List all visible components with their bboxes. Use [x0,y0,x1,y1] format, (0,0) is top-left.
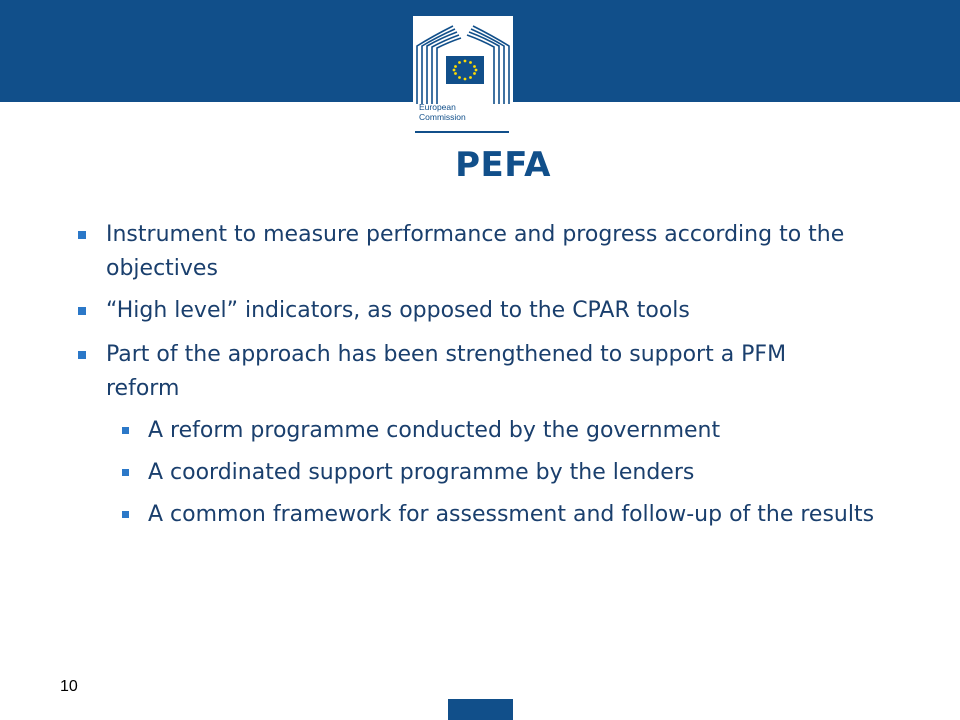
sub-bullet-text: A common framework for assessment and follow-up of the results [148,502,875,527]
square-bullet-icon [78,307,86,315]
sub-bullet-item [148,456,928,490]
square-bullet-icon [78,351,86,359]
square-bullet-icon [122,511,129,518]
slide-title: PEFA [455,145,551,185]
square-bullet-icon [122,427,129,434]
logo-underline [415,131,509,133]
bullet-text: Instrument to measure performance and progress according to the objectives [106,222,845,281]
sub-bullet-text: A coordinated support programme by the lenders [148,460,695,485]
footer-block [448,699,513,720]
european-commission-logo-icon [413,16,513,106]
bullet-text: Part of the approach has been strengthened to support a PFM reform [106,342,787,401]
square-bullet-icon [78,231,86,239]
bullet-item [106,218,866,286]
bullet-item [106,294,906,328]
sub-bullet-item [148,414,928,448]
sub-bullet-item [148,498,908,532]
bullet-item [106,338,866,406]
sub-bullet-text: A reform programme conducted by the government [148,418,721,443]
page-number: 10 [60,678,78,695]
logo-line-commission: Commission [419,112,466,122]
bullet-text: “High level” indicators, as opposed to the CPAR tools [106,298,690,323]
square-bullet-icon [122,469,129,476]
logo-line-european: European [419,102,456,112]
logo-text [419,102,466,122]
european-commission-logo [413,16,513,134]
